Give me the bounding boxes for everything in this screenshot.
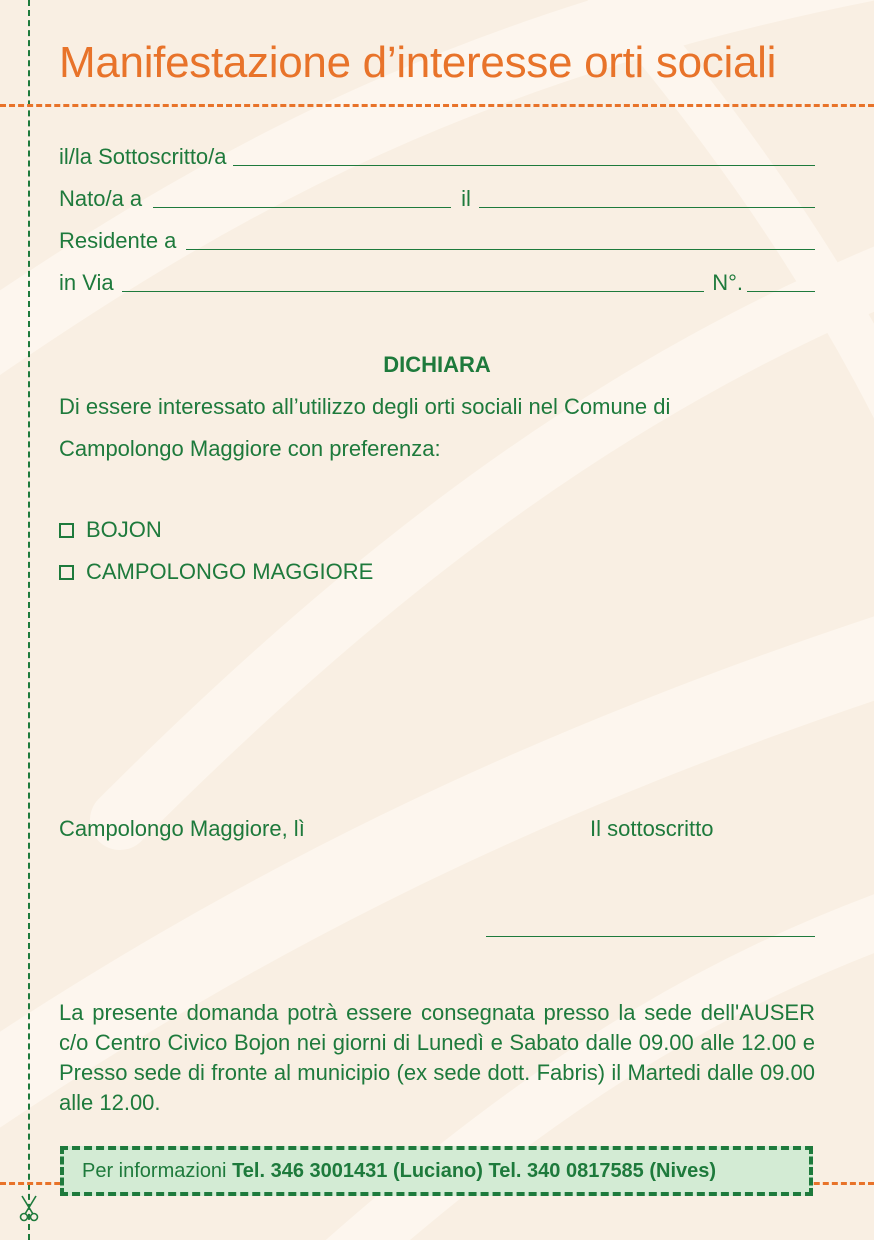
checkbox-bojon[interactable] [59,523,74,538]
info-contacts: Tel. 346 3001431 (Luciano) Tel. 340 0817585 (Nives) [232,1159,717,1182]
il-label: il [461,186,471,211]
residente-input-line[interactable] [186,249,815,250]
field-indirizzo [59,268,815,296]
info-box [60,1146,813,1196]
option-bojon[interactable] [59,517,162,543]
via-input-line[interactable] [122,291,705,292]
sottoscritto-input-line[interactable] [233,165,815,166]
checkbox-campolongo[interactable] [59,565,74,580]
sottoscritto-label: il/la Sottoscritto/a [59,144,227,169]
declaration-text [59,386,815,470]
declaration-line-2: Campolongo Maggiore con preferenza: [59,436,441,461]
nato-data-input-line[interactable] [479,207,815,208]
residente-label: Residente a [59,228,177,253]
cut-line-top [0,104,874,107]
signature-line[interactable] [486,936,815,937]
numero-label: N°. [712,270,743,295]
declaration-heading: DICHIARA [383,352,491,377]
delivery-notice: La presente domanda potrà essere consegnata presso la sede dell'AUSER c/o Centro Civico Bojon nei giorni di Lunedì e Sabato dalle 09.00 alle 12.00 e Presso sede di fronte al municipio (ex sede dott. Fabris) il Martedi dalle 09.00 alle 12.00. [59,1000,815,1115]
declaration-line-1: Di essere interessato all’utilizzo degli orti sociali nel Comune di [59,394,671,419]
field-residenza [59,226,815,254]
via-label: in Via [59,270,114,295]
page-title: Manifestazione d’interesse orti sociali [59,38,777,87]
info-prefix: Per informazioni [82,1159,227,1182]
field-sottoscritto [59,142,815,170]
signer-label: Il sottoscritto [590,816,714,841]
cut-line-vertical [28,0,30,1240]
scissors-icon [18,1195,40,1223]
nato-label: Nato/a a [59,186,143,211]
option-bojon-label: BOJON [86,517,162,542]
nato-luogo-input-line[interactable] [153,207,451,208]
numero-input-line[interactable] [747,291,815,292]
option-campolongo-label: CAMPOLONGO MAGGIORE [86,559,374,584]
field-nascita [59,184,815,212]
option-campolongo[interactable] [59,559,373,585]
place-date-label: Campolongo Maggiore, lì [59,816,305,841]
